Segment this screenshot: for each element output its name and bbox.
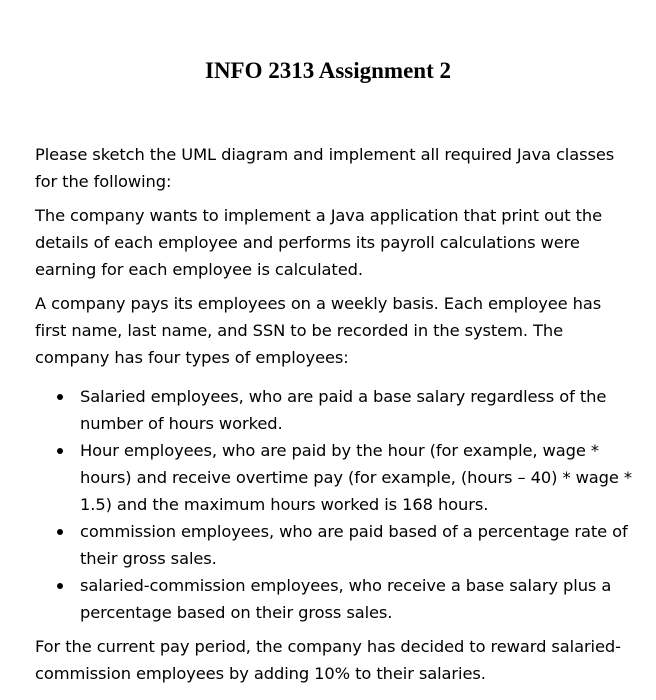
list-item-text: Salaried employees, who are paid a base salary regardless of the number of hours worked. (80, 387, 607, 433)
list-item-text: Hour employees, who are paid by the hour (for example, wage * hours) and receive overtime pay (for example, (hours – 40) * wage * 1.5) and the maximum hours worked is 168 hours. (80, 441, 632, 514)
bullet-icon (57, 448, 63, 454)
list-item-hourly (35, 437, 635, 518)
bullet-icon (57, 394, 63, 400)
paragraph-company: A company pays its employees on a weekly basis. Each employee has first name, last name, and SSN to be recorded in the system. The company has four types of employees: (35, 294, 602, 367)
employee-types-list (35, 383, 635, 626)
bullet-icon (57, 529, 63, 535)
list-item-commission (35, 518, 635, 572)
paragraph-reward: For the current pay period, the company has decided to reward salaried-commission employees by adding 10% to their salaries. (35, 637, 621, 683)
list-item-salaried (35, 383, 635, 437)
list-item-text: salaried-commission employees, who receive a base salary plus a percentage based on their gross sales. (80, 576, 612, 622)
document-title: INFO 2313 Assignment 2 (205, 58, 451, 83)
list-item-salaried-commission (35, 572, 635, 626)
list-item-text: commission employees, who are paid based of a percentage rate of their gross sales. (80, 522, 628, 568)
paragraph-application: The company wants to implement a Java application that print out the details of each employee and performs its payroll calculations were earning for each employee is calculated. (35, 206, 602, 279)
bullet-icon (57, 583, 63, 589)
paragraph-intro: Please sketch the UML diagram and implement all required Java classes for the following: (35, 145, 615, 191)
